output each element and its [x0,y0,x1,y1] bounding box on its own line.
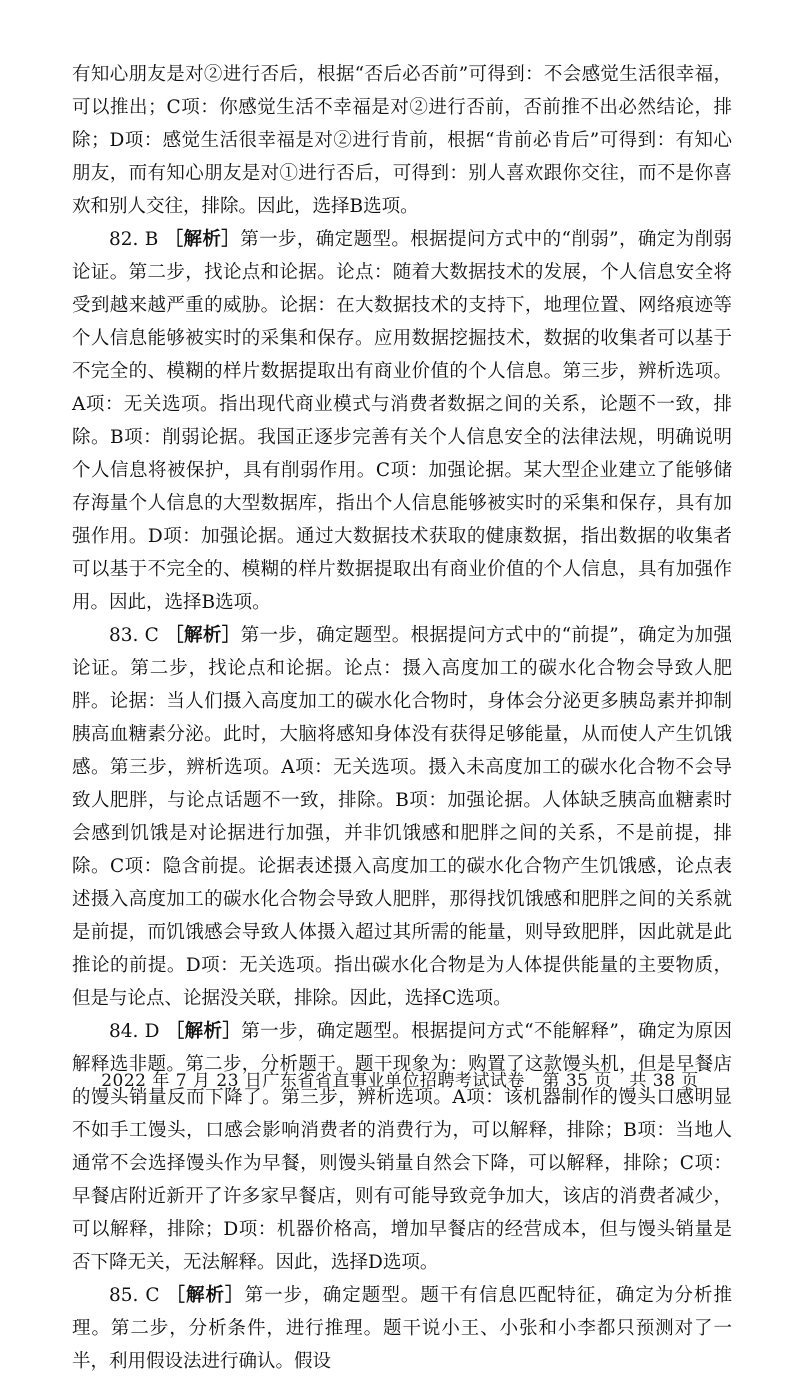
analysis-tag: ［解析］ [165,1021,242,1042]
analysis-tag: ［解析］ [166,1285,245,1306]
question-number: 85. C [109,1285,160,1306]
question-number: 82. B [109,229,159,250]
paragraph-text: 第一步，确定题型。题干有信息匹配特征，确定为分析推理。第二步，分析条件，进行推理。题干说小王、小张和小李都只预测对了一半，利用假设法进行确认。假设 [72,1285,732,1372]
page-footer: 2022 年 7 月 23 日广东省省直事业单位招聘考试试卷 第 35 页 共 38 页 [101,1071,699,1091]
paragraph-q81-continuation [72,58,732,223]
paragraph-q85 [72,1279,732,1378]
paragraph-text: 第一步，确定题型。根据提问方式“不能解释”，确定为原因解释选非题。第二步，分析题干。题干现象为：购置了这款馒头机，但是早餐店的馒头销量反而下降了。第三步，辨析选项。A项：该机器制作的馒头口感明显不如手工馒头，口感会影响消费者的消费行为，可以解释，排除；B项：当地人通常不会选择馒头作为早餐，则馒头销量自然会下降，可以解释，排除；C项：早餐店附近新开了许多家早餐店，则有可能导致竞争加大，该店的消费者减少，可以解释，排除；D项：机器价格高，增加早餐店的经营成本，但与馒头销量是否下降无关，无法解释。因此，选择D选项。 [72,1021,732,1273]
paragraph-q82 [72,223,732,619]
analysis-tag: ［解析］ [165,625,241,646]
paragraph-q83 [72,619,732,1015]
analysis-tag: ［解析］ [164,229,241,250]
answer-explanations [72,58,732,1378]
paragraph-text: 第一步，确定题型。根据提问方式中的“前提”，确定为加强论证。第二步，找论点和论据。论点：摄入高度加工的碳水化合物会导致人肥胖。论据：当人们摄入高度加工的碳水化合物时，身体会分泌更多胰岛素并抑制胰高血糖素分泌。此时，大脑将感知身体没有获得足够能量，从而使人产生饥饿感。第三步，辨析选项。A项：无关选项。摄入未高度加工的碳水化合物不会导致人肥胖，与论点话题不一致，排除。B项：加强论据。人体缺乏胰高血糖素时会感到饥饿是对论据进行加强，并非饥饿感和肥胖之间的关系，不是前提，排除。C项：隐含前提。论据表述摄入高度加工的碳水化合物产生饥饿感，论点表述摄入高度加工的碳水化合物会导致人肥胖，那得找饥饿感和肥胖之间的关系就是前提，而饥饿感会导致人体摄入超过其所需的能量，则导致肥胖，因此就是此推论的前提。D项：无关选项。指出碳水化合物是为人体提供能量的主要物质，但是与论点、论据没关联，排除。因此，选择C选项。 [72,625,732,1009]
paragraph-text: 第一步，确定题型。根据提问方式中的“削弱”，确定为削弱论证。第二步，找论点和论据。论点：随着大数据技术的发展，个人信息安全将受到越来越严重的威胁。论据：在大数据技术的支持下，地理位置、网络痕迹等个人信息能够被实时的采集和保存。应用数据挖掘技术，数据的收集者可以基于不完全的、模糊的样片数据提取出有商业价值的个人信息。第三步，辨析选项。A项：无关选项。指出现代商业模式与消费者数据之间的关系，论题不一致，排除。B项：削弱论据。我国正逐步完善有关个人信息安全的法律法规，明确说明个人信息将被保护，具有削弱作用。C项：加强论据。某大型企业建立了能够储存海量个人信息的大型数据库，指出个人信息能够被实时的采集和保存，具有加强作用。D项：加强论据。通过大数据技术获取的健康数据，指出数据的收集者可以基于不完全的、模糊的样片数据提取出有商业价值的个人信息，具有加强作用。因此，选择B选项。 [72,229,732,613]
paragraph-q84 [72,1015,732,1279]
paragraph-text: 有知心朋友是对②进行否后，根据“否后必否前”可得到：不会感觉生活很幸福，可以推出；C项：你感觉生活不幸福是对②进行否前，否前推不出必然结论，排除；D项：感觉生活很幸福是对②进行肯前，根据“肯前必肯后”可得到：有知心朋友，而有知心朋友是对①进行否后，可得到：别人喜欢跟你交往，而不是你喜欢和别人交往，排除。因此，选择B选项。 [72,64,732,217]
question-number: 84. D [109,1021,160,1042]
question-number: 83. C [109,625,159,646]
